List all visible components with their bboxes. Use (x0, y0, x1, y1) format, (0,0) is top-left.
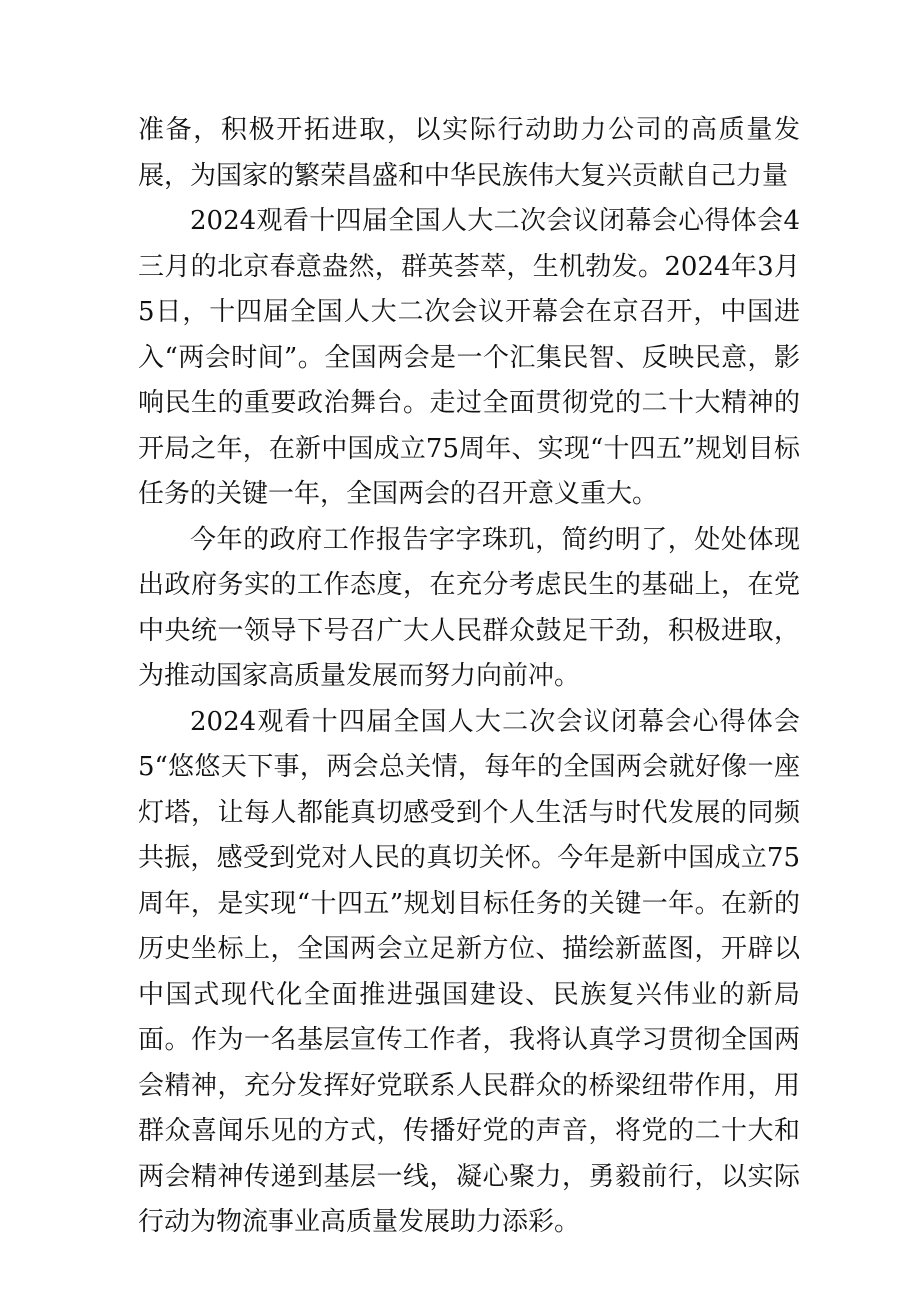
paragraph-3: 今年的政府工作报告字字珠玑，简约明了，处处体现出政府务实的工作态度，在充分考虑民生的基础上，在党中央统一领导下号召广大人民群众鼓足干劲，积极进取，为推动国家高质量发展而努力向前冲。 (138, 524, 800, 691)
paragraph-1: 准备，积极开拓进取，以实际行动助力公司的高质量发展，为国家的繁荣昌盛和中华民族伟大复兴贡献自己力量 (138, 115, 800, 191)
paragraph-4: 2024观看十四届全国人大二次会议闭幕会心得体会5“悠悠天下事，两会总关情，每年的全国两会就好像一座灯塔，让每人都能真切感受到个人生活与时代发展的同频共振，感受到党对人民的真切关怀。今年是新中国成立75周年，是实现“十四五”规划目标任务的关键一年。在新的历史坐标上，全国两会立足新方位、描绘新蓝图，开辟以中国式现代化全面推进强国建设、民族复兴伟业的新局面。作为一名基层宣传工作者，我将认真学习贯彻全国两会精神，充分发挥好党联系人民群众的桥梁纽带作用，用群众喜闻乐见的方式，传播好党的声音，将党的二十大和两会精神传递到基层一线，凝心聚力，勇毅前行，以实际行动为物流事业高质量发展助力添彩。 (138, 706, 800, 1237)
paragraph-2: 2024观看十四届全国人大二次会议闭幕会心得体会4三月的北京春意盎然，群英荟萃，生机勃发。2024年3月5日，十四届全国人大二次会议开幕会在京召开，中国进入“两会时间”。全国两会是一个汇集民智、反映民意，影响民生的重要政治舞台。走过全面贯彻党的二十大精神的开局之年，在新中国成立75周年、实现“十四五”规划目标任务的关键一年，全国两会的召开意义重大。 (138, 206, 800, 509)
document-body (138, 108, 800, 1246)
